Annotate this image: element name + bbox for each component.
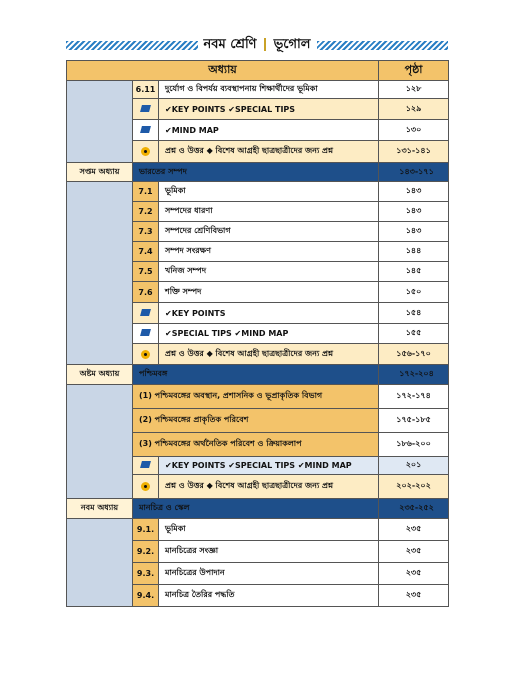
topic-title: প্রশ্ন ও উত্তর ◆ বিশেষ আগ্রহী ছাত্রছাত্রীদের জন্য প্রশ্ন [159,344,379,365]
topic-number: 7.6 [133,282,159,303]
table-row [67,182,449,202]
topic-title: সম্পদের শ্রেণিবিভাগ [159,222,379,242]
topic-title: প্রশ্ন ও উত্তর ◆ বিশেষ আগ্রহী ছাত্রছাত্রীদের জন্য প্রশ্ন [159,475,379,499]
topic-title: সম্পদের ধারণা [159,202,379,222]
topic-title: ✔KEY POINTS ✔SPECIAL TIPS ✔MIND MAP [159,457,379,475]
page-number: ১২৯ [379,99,449,120]
topic-number: 7.1 [133,182,159,202]
topic-number: 9.2. [133,541,159,563]
chapter-header: অধ্যায় [67,61,379,81]
topic-title: (3) পশ্চিমবঙ্গের অর্থনৈতিক পরিবেশ ও ক্রিয়াকলাপ [133,433,379,457]
book-icon-cell [133,457,159,475]
topic-title: ভূমিকা [159,182,379,202]
class-label: নবম শ্রেণি [203,36,257,52]
book-icon [140,105,151,112]
book-icon-cell [133,120,159,141]
topic-title: ✔KEY POINTS ✔SPECIAL TIPS [159,99,379,120]
page-number: ১৮৬-২০০ [379,433,449,457]
chapter-label: নবম অধ্যায় [67,499,133,519]
page-header [66,36,448,54]
page-header-cell: পৃষ্ঠা [379,61,449,81]
chapter-label: অষ্টম অধ্যায় [67,365,133,385]
header-hatch-left [66,41,198,50]
topic-number: 7.3 [133,222,159,242]
page-number: ১৪৫ [379,262,449,282]
topic-number: 6.11 [133,81,159,99]
page-number: ২০১ [379,457,449,475]
topic-number: 7.5 [133,262,159,282]
topic-title: মানচিত্র তৈরির পদ্ধতি [159,585,379,607]
title-divider [264,38,266,51]
target-icon-cell [133,141,159,163]
book-icon-cell [133,303,159,324]
left-spacer [67,519,133,607]
page-number: ২৩৫ [379,541,449,563]
chapter-range: ১৭২-২০৪ [379,365,449,385]
table-row [67,519,449,541]
page-number: ১৫৬-১৭০ [379,344,449,365]
page-number: ১৭৫-১৮৫ [379,409,449,433]
page-number: ১৫০ [379,282,449,303]
topic-title: ভূমিকা [159,519,379,541]
table-header [67,61,449,81]
page-number: ২৩৫ [379,519,449,541]
page-number: ১৭২-১৭৪ [379,385,449,409]
page-number: ২০২-২০২ [379,475,449,499]
topic-title: মানচিত্রের সংজ্ঞা [159,541,379,563]
page-number: ২৩৫ [379,563,449,585]
topic-title: খনিজ সম্পদ [159,262,379,282]
chapter-title: ভারতের সম্পদ [133,163,379,182]
header-title [198,35,317,56]
contents-table [66,60,449,607]
target-icon [141,350,150,359]
target-icon [141,482,150,491]
book-icon-cell [133,99,159,120]
chapter-row [67,499,449,519]
target-icon [141,147,150,156]
page-number: ১৫৪ [379,303,449,324]
page-number: ২৩৫ [379,585,449,607]
topic-number: 9.3. [133,563,159,585]
chapter-title: পশ্চিমবঙ্গ [133,365,379,385]
book-icon [140,329,151,336]
topic-title: প্রশ্ন ও উত্তর ◆ বিশেষ আগ্রহী ছাত্রছাত্রীদের জন্য প্রশ্ন [159,141,379,163]
page-number: ১৫৫ [379,324,449,344]
topic-title: ✔KEY POINTS [159,303,379,324]
topic-title: (1) পশ্চিমবঙ্গের অবস্থান, প্রশাসনিক ও ভূপ্রাকৃতিক বিভাগ [133,385,379,409]
table-row [67,81,449,99]
chapter-row [67,365,449,385]
topic-title: শক্তি সম্পদ [159,282,379,303]
topic-number: 9.4. [133,585,159,607]
page-number: ১৩১-১৪১ [379,141,449,163]
topic-title: মানচিত্রের উপাদান [159,563,379,585]
chapter-range: ২৩৫-২৫২ [379,499,449,519]
page-number: ১৩০ [379,120,449,141]
subject-label: ভূগোল [273,36,311,52]
page-number: ১৪৩ [379,182,449,202]
topic-number: 9.1. [133,519,159,541]
book-icon-cell [133,324,159,344]
chapter-row [67,163,449,182]
topic-number: 7.2 [133,202,159,222]
header-hatch-right [317,41,449,50]
book-icon [140,126,151,133]
left-spacer [67,81,133,163]
topic-title: দুর্যোগ ও বিপর্যয় ব্যবস্থাপনায় শিক্ষার্থীদের ভূমিকা [159,81,379,99]
chapter-range: ১৪৩-১৭১ [379,163,449,182]
topic-title: ✔MIND MAP [159,120,379,141]
left-spacer [67,182,133,365]
book-icon [140,461,151,468]
target-icon-cell [133,475,159,499]
topic-title: (2) পশ্চিমবঙ্গের প্রাকৃতিক পরিবেশ [133,409,379,433]
chapter-title: মানচিত্র ও স্কেল [133,499,379,519]
page-number: ১৪৩ [379,222,449,242]
topic-number: 7.4 [133,242,159,262]
chapter-label: সপ্তম অধ্যায় [67,163,133,182]
page-number: ১৪৩ [379,202,449,222]
topic-title: সম্পদ সংরক্ষণ [159,242,379,262]
book-icon [140,309,151,316]
left-spacer [67,385,133,499]
target-icon-cell [133,344,159,365]
table-row [67,385,449,409]
page-number: ১২৮ [379,81,449,99]
page-number: ১৪৪ [379,242,449,262]
topic-title: ✔SPECIAL TIPS ✔MIND MAP [159,324,379,344]
